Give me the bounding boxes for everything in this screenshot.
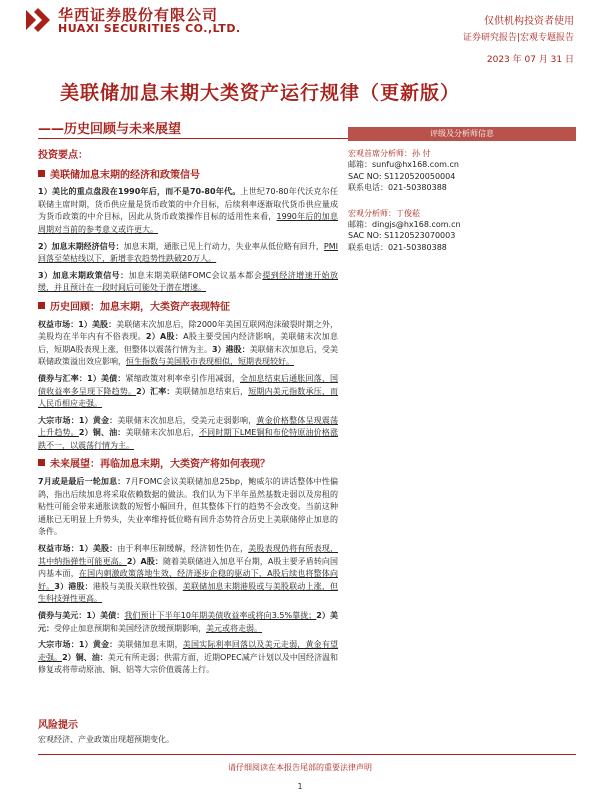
section-heading: 美联储加息末期的经济和政策信号 <box>38 170 338 183</box>
paragraph: 2）加息末期经济信号：加息末期，通胀已见上行动力，失业率从低位略有回升，PMI回落至荣枯线以下，新增非农趋势性跌破20万人。 <box>38 241 338 264</box>
section-heading: 历史回顾：加息末期，大类资产表现特征 <box>38 302 338 315</box>
footer-divider <box>38 754 576 755</box>
main-content <box>38 150 338 681</box>
huaxi-logo-icon <box>24 6 52 34</box>
analyst-email[interactable]: 邮箱：sunfu@hx168.com.cn <box>348 160 459 170</box>
paragraph: 1）美比的重点盘段在1990年后，而不是70-80年代。上世纪70-80年代沃克尔任联储主席时期，货币供应量是货币政策的中介目标，后续利率逐渐取代货币供应量成为货币政策的中介目标，因此从货币政策操作目标的适用性来看，1990年后的加息周期对当前的参考意义或许更大。 <box>38 187 338 234</box>
analyst-phone: 联系电话：021-50380388 <box>348 242 447 252</box>
page-number: 1 <box>297 782 303 791</box>
legal-notice: 请仔细阅读在本报告尾部的重要法律声明 <box>228 763 372 772</box>
report-title: 美联储加息末期大类资产运行规律（更新版） <box>60 82 461 104</box>
company-name-cn: 华西证券股份有限公司 <box>58 6 219 24</box>
audience-tagline: 仅供机构投资者使用 <box>484 16 574 27</box>
report-subtitle: ——历史回顾与未来展望 <box>38 122 182 137</box>
analyst-email[interactable]: 邮箱：dingjs@hx168.com.cn <box>348 220 461 230</box>
analyst-sac: SAC NO: S1120523070003 <box>348 231 456 241</box>
analyst-role: 宏观首席分析师：孙 付 <box>348 149 431 158</box>
analyst-panel-header: 评级及分析师信息 <box>348 127 576 141</box>
section-heading: 未来展望：再临加息末期，大类资产将如何表现？ <box>38 459 338 472</box>
paragraph: 债券与汇率：1）美债：紧缩政策对利率牵引作用减弱，全加息结束后通胀回落、国债收益率多呈现下降趋势。2）汇率：美联储加息结束后，短期内美元指数承压，而人民币相应走强。 <box>38 373 339 409</box>
paragraph: 大宗市场：1）黄金：美联储加息末期，美国实际利率回落以及美元走弱，黄金有望走强。2）铜、油：美元有所走弱；供需方面，近期OPEC减产计划以及中国经济温和修复或将带动原油、铜、铝等大宗价值震荡上行。 <box>38 640 339 675</box>
investment-points-title: 投资要点： <box>38 150 88 161</box>
bullet-square-icon <box>38 302 45 309</box>
bullet-square-icon <box>38 170 45 177</box>
analyst-sac: SAC NO: S1120520050004 <box>348 171 456 181</box>
risk-title: 风险提示 <box>38 720 78 731</box>
paragraph: 大宗市场：1）黄金：美联储末次加息后，受美元走弱影响，黄金价格整体呈现震荡上升趋势。2）铜、油：美联储末次加息后，不同时期下LME铜和布伦特原油价格涨跌不一，以震荡行情为主。 <box>38 415 338 450</box>
report-type: 证券研究报告|宏观专题报告 <box>462 33 574 43</box>
company-name-en: HUAXI SECURITIES CO.,LTD. <box>58 22 241 35</box>
risk-text: 宏观经济、产业政策出现超预期变化。 <box>38 735 174 744</box>
analyst-phone: 联系电话：021-50380388 <box>348 183 447 193</box>
paragraph: 权益市场：1）美股：美联储末次加息后，除2000年美国互联网泡沫破裂时期之外，美股均在半年内有不俗表现。2）A股：A股主要受国内经济影响，美联储末次加息后，短期A股表现上涨，但整体以震荡行情为主。3）港股：美联储末次加息后，受美联储政策溢出效应影响，恒生指数与美国股市表现相似，短期表现较好。 <box>38 319 339 367</box>
analyst-panel <box>348 141 576 253</box>
bullet-square-icon <box>38 459 45 466</box>
analyst-role: 宏观分析师：丁俊菘 <box>348 208 420 218</box>
paragraph: 权益市场：1）美股：由于利率压制缓解，经济韧性仍在，美股表现仍将有所表现，其中纳指弹性可能更高。2）A股：随着美联储进入加息平台期，A股主要矛盾转向国内基本面，在国内刺激政策落地生效、经济逐步企稳的驱动下，A股后续也将整体向好。3）港股：港股与美股关联性较强，美联储加息末期港股或与美股联动上涨，但生科技弹性更高。 <box>38 544 339 604</box>
paragraph: 3）加息末期政策信号：加息末期美联储FOMC会议基本都会提到经济增速开始放缓，并且预计在一段时间后可能处于潜在增速。 <box>38 270 338 293</box>
report-date: 2023 年 07 月 31 日 <box>486 55 574 65</box>
paragraph: 债券与美元：1）美债：我们预计下半年10年期美债收益率或将向3.5%靠拢；2）美元：受停止加息预期和美国经济放缓预期影响，美元或将走弱。 <box>38 611 338 633</box>
paragraph: 7月或是最后一轮加息：7月FOMC会议美联储加息25bp，鲍威尔的讲话整体中性偏鸽，指出后续加息将采取依赖数据的做法。我们认为下半年虽然基数走弱以及房租的粘性可能会带来通胀读数的短暂小幅回升，但其整体下行的趋势不会改变。当前这种通胀已无明显上升势头，失业率维持低位略有回升态势符合历史上美联储停止加息的条件。 <box>38 477 338 537</box>
